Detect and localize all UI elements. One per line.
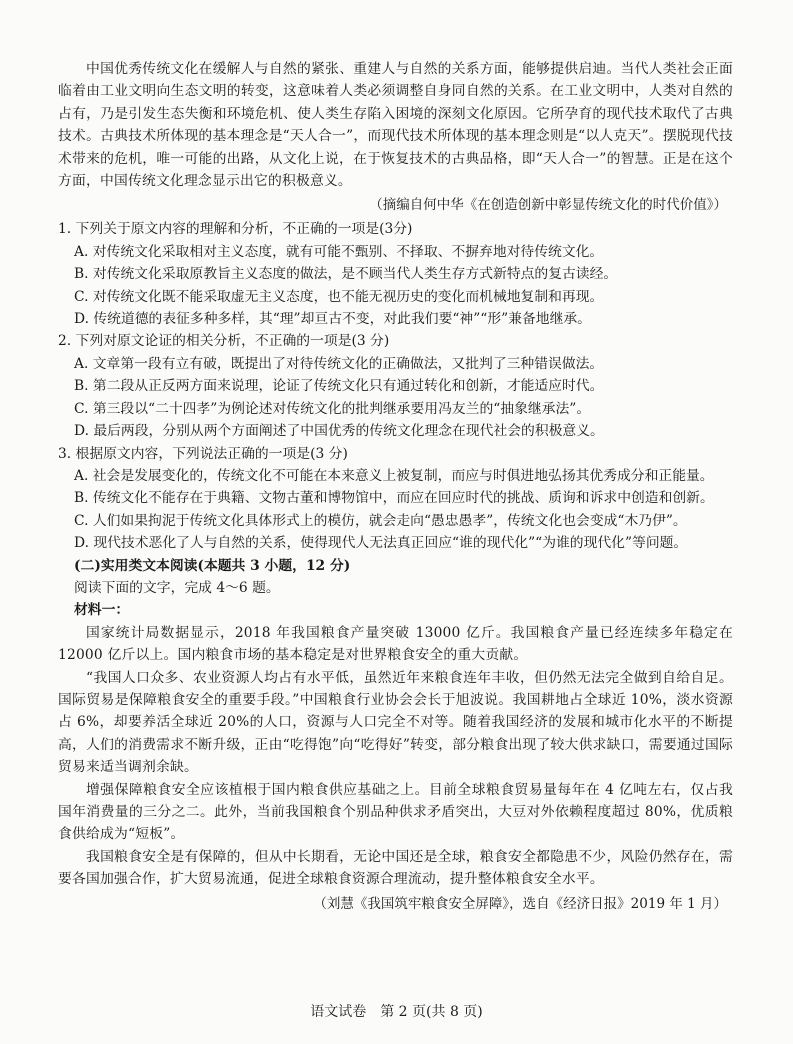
option-a: A. 社会是发展变化的，传统文化不可能在本来意义上被复制，而应与时俱进地弘扬其优秀成分和正能量。 [74, 467, 714, 484]
question-stem: 3. 根据原文内容，下列说法正确的一项是(3 分) [58, 445, 348, 462]
question-2 [58, 330, 733, 442]
option-d: D. 最后两段，分别从两个方面阐述了中国优秀的传统文化理念在现代社会的积极意义。 [74, 423, 604, 440]
option-a: A. 对传统文化采取相对主义态度，就有可能不甄别、不择取、不摒弃地对待传统文化。 [74, 243, 604, 260]
section-2-instruction: 阅读下面的文字，完成 4～6 题。 [74, 579, 280, 596]
question-stem: 2. 下列对原文论证的相关分析，不正确的一项是(3 分) [58, 333, 390, 350]
intro-paragraph: 中国优秀传统文化在缓解人与自然的紧张、重建人与自然的关系方面，能够提供启迪。当代人类社会正面临着由工业文明向生态文明的转变，这意味着人类必须调整自身同自然的关系。在工业文明中，人类对自然的占有，乃是引发生态失衡和环境危机、使人类生存陷入困境的深刻文化原因。它所孕育的现代技术取代了古典技术。古典技术所体现的基本理念是“天人合一”，而现代技术所体现的基本理念则是“以人克天”。摆脱现代技术带来的危机，唯一可能的出路，从文化上说，在于恢复技术的古典品格，即“天人合一”的智慧。正是在这个方面，中国传统文化理念显示出它的积极意义。 [58, 61, 733, 190]
source-citation-2: （刘慧《我国筑牢粮食安全屏障》，选自《经济日报》2019 年 1 月） [313, 895, 727, 912]
page-footer: 语文试卷 第 2 页(共 8 页) [310, 1004, 483, 1020]
section-2-title: (二)实用类文本阅读(本题共 3 小题，12 分) [74, 557, 351, 574]
option-d: D. 现代技术恶化了人与自然的关系，使得现代人无法真正回应“谁的现代化”“为谁的现代化”等问题。 [74, 535, 688, 552]
option-c: C. 第三段以“二十四孝”为例论述对传统文化的批判继承要用冯友兰的“抽象继承法”。 [74, 400, 591, 417]
option-a: A. 文章第一段有立有破，既提出了对待传统文化的正确做法，又批判了三种错误做法。 [74, 355, 604, 372]
option-b: B. 第二段从正反两方面来说理，论证了传统文化只有通过转化和创新，才能适应时代。 [74, 378, 604, 395]
option-b: B. 传统文化不能存在于典籍、文物古董和博物馆中，而应在回应时代的挑战、质询和诉求中创造和创新。 [74, 490, 714, 507]
question-3 [58, 443, 733, 555]
option-c: C. 人们如果拘泥于传统文化具体形式上的模仿，就会走向“愚忠愚孝”，传统文化也会变成“木乃伊”。 [74, 512, 687, 529]
option-c: C. 对传统文化既不能采取虚无主义态度，也不能无视历史的变化而机械地复制和再现。 [74, 288, 604, 305]
option-d: D. 传统道德的表征多种多样，其“理”却亘古不变，对此我们要“神”“形”兼备地继承。 [74, 311, 591, 328]
material-paragraph: 增强保障粮食安全应该植根于国内粮食供应基础之上。目前全球粮食贸易量每年在 4 亿吨左右，仅占我国年消费量的三分之二。此外，当前我国粮食个别品种供求矛盾突出，大豆对外依赖程度超过 80%，优质粮食供给成为“短板”。 [58, 781, 733, 843]
material-paragraph: 我国粮食安全是有保障的，但从中长期看，无论中国还是全球，粮食安全都隐患不少，风险仍然存在，需要各国加强合作，扩大贸易流通，促进全球粮食资源合理流动，提升整体粮食安全水平。 [58, 848, 733, 888]
question-1 [58, 218, 733, 330]
option-b: B. 对传统文化采取原教旨主义态度的做法，是不顾当代人类生存方式新特点的复古读经。 [74, 266, 618, 283]
source-citation-1: （摘编自何中华《在创造创新中彰显传统文化的时代价值》） [369, 197, 727, 214]
material-label: 材料一： [74, 602, 130, 619]
question-stem: 1. 下列关于原文内容的理解和分析，不正确的一项是(3分) [58, 221, 413, 238]
material-paragraph: 国家统计局数据显示，2018 年我国粮食产量突破 13000 亿斤。我国粮食产量已经连续多年稳定在 12000 亿斤以上。国内粮食市场的基本稳定是对世界粮食安全的重大贡献。 [58, 624, 733, 664]
material-paragraph: “我国人口众多、农业资源人均占有水平低，虽然近年来粮食连年丰收，但仍然无法完全做到自给自足。国际贸易是保障粮食安全的重要手段。”中国粮食行业协会会长于旭波说。我国耕地占全球近 10%，淡水资源占 6%，却要养活全球近 20%的人口，资源与人口完全不对等。随着我国经济的发展和城市化水平的不断提高，人们的消费需求不断升级，正由“吃得饱”向“吃得好”转变，部分粮食出现了较大供求缺口，需要通过国际贸易来适当调剂余缺。 [58, 669, 733, 776]
